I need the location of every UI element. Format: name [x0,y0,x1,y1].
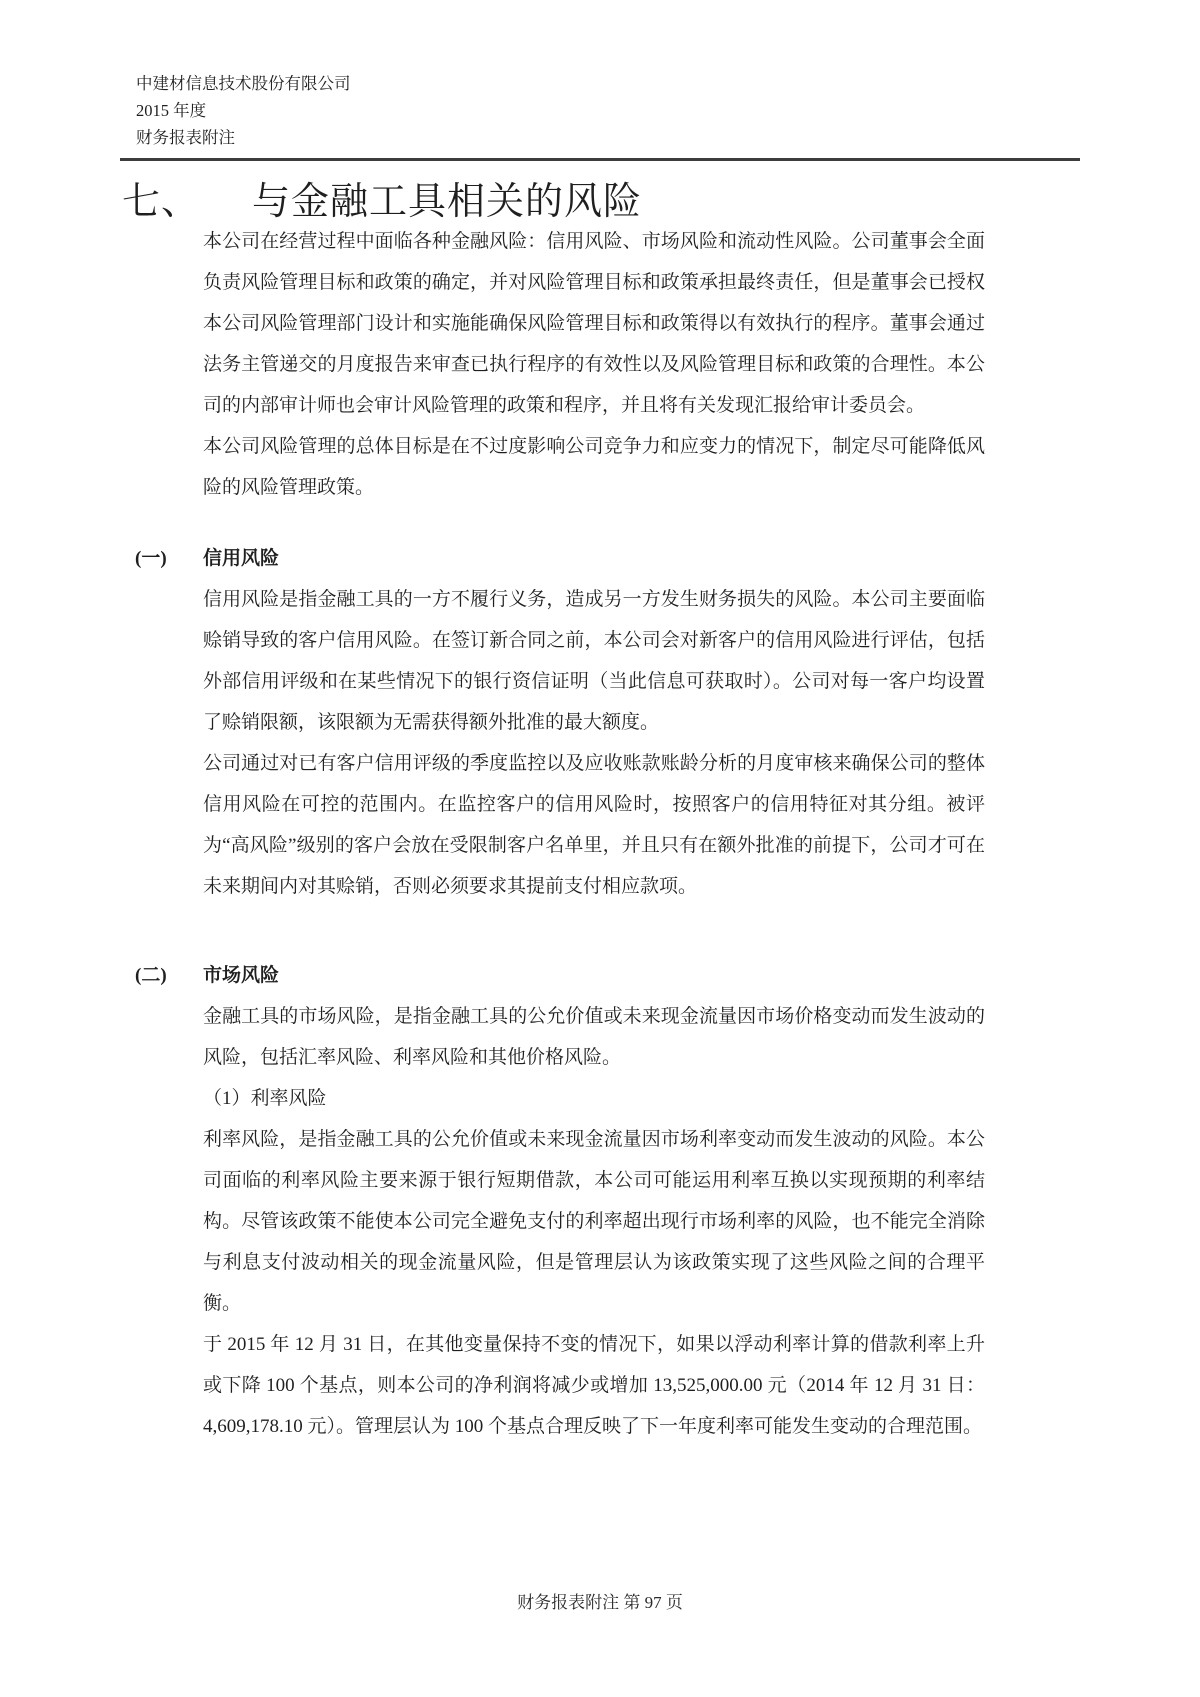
intro-paragraph-2: 本公司风险管理的总体目标是在不过度影响公司竞争力和应变力的情况下，制定尽可能降低风险的风险管理政策。 [203,436,985,498]
header-doc-type: 财务报表附注 [136,128,235,147]
section-credit-risk [135,538,985,907]
interest-rate-risk-paragraph-1: 利率风险，是指金融工具的公允价值或未来现金流量因市场利率变动而发生波动的风险。本公司面临的利率风险主要来源于银行短期借款，本公司可能运用利率互换以实现预期的利率结构。尽管该政策不能使本公司完全避免支付的利率超出现行市场利率的风险，也不能完全消除与利息支付波动相关的现金流量风险，但是管理层认为该政策实现了这些风险之间的合理平衡。 [203,1129,985,1314]
section-market-risk [135,955,985,1447]
credit-risk-label: (一) [135,548,167,569]
section-title [122,170,642,225]
header-divider-line [120,158,1080,161]
interest-rate-risk-paragraph-2: 于 2015 年 12 月 31 日，在其他变量保持不变的情况下，如果以浮动利率计算的借款利率上升或下降 100 个基点，则本公司的净利润将减少或增加 13,525,000.00 元（2014 年 12 月 31 日：4,609,178.10 元）。管理层认为 100 个基点合理反映了下一年度利率可能发生变动的合理范围。 [203,1334,985,1437]
page-footer: 财务报表附注 第 97 页 [517,1593,683,1612]
intro-paragraph-1: 本公司在经营过程中面临各种金融风险：信用风险、市场风险和流动性风险。公司董事会全面负责风险管理目标和政策的确定，并对风险管理目标和政策承担最终责任，但是董事会已授权本公司风险管理部门设计和实施能确保风险管理目标和政策得以有效执行的程序。董事会通过法务主管递交的月度报告来审查已执行程序的有效性以及风险管理目标和政策的合理性。本公司的内部审计师也会审计风险管理的政策和程序，并且将有关发现汇报给审计委员会。 [203,231,985,416]
section-title-text: 与金融工具相关的风险 [252,181,643,223]
document-header [136,70,351,151]
credit-risk-heading [135,538,985,579]
header-company-name: 中建材信息技术股份有限公司 [136,74,351,93]
document-body [135,221,985,1447]
header-fiscal-year: 2015 年度 [136,101,207,120]
credit-risk-heading-text: 信用风险 [203,548,280,569]
credit-risk-paragraph-1: 信用风险是指金融工具的一方不履行义务，造成另一方发生财务损失的风险。本公司主要面临赊销导致的客户信用风险。在签订新合同之前，本公司会对新客户的信用风险进行评估，包括外部信用评级和在某些情况下的银行资信证明（当此信息可获取时）。公司对每一客户均设置了赊销限额，该限额为无需获得额外批准的最大额度。 [203,589,985,733]
market-risk-heading [135,955,985,996]
interest-rate-risk-heading: （1）利率风险 [203,1088,327,1109]
market-risk-label: (二) [135,965,167,986]
credit-risk-paragraph-2: 公司通过对已有客户信用评级的季度监控以及应收账款账龄分析的月度审核来确保公司的整体信用风险在可控的范围内。在监控客户的信用风险时，按照客户的信用特征对其分组。被评为“高风险”级别的客户会放在受限制客户名单里，并且只有在额外批准的前提下，公司才可在未来期间内对其赊销，否则必须要求其提前支付相应款项。 [203,753,985,897]
market-risk-paragraph-1: 金融工具的市场风险，是指金融工具的公允价值或未来现金流量因市场价格变动而发生波动的风险，包括汇率风险、利率风险和其他价格风险。 [203,1006,985,1068]
market-risk-heading-text: 市场风险 [203,965,280,986]
section-title-number: 七、 [122,181,201,223]
